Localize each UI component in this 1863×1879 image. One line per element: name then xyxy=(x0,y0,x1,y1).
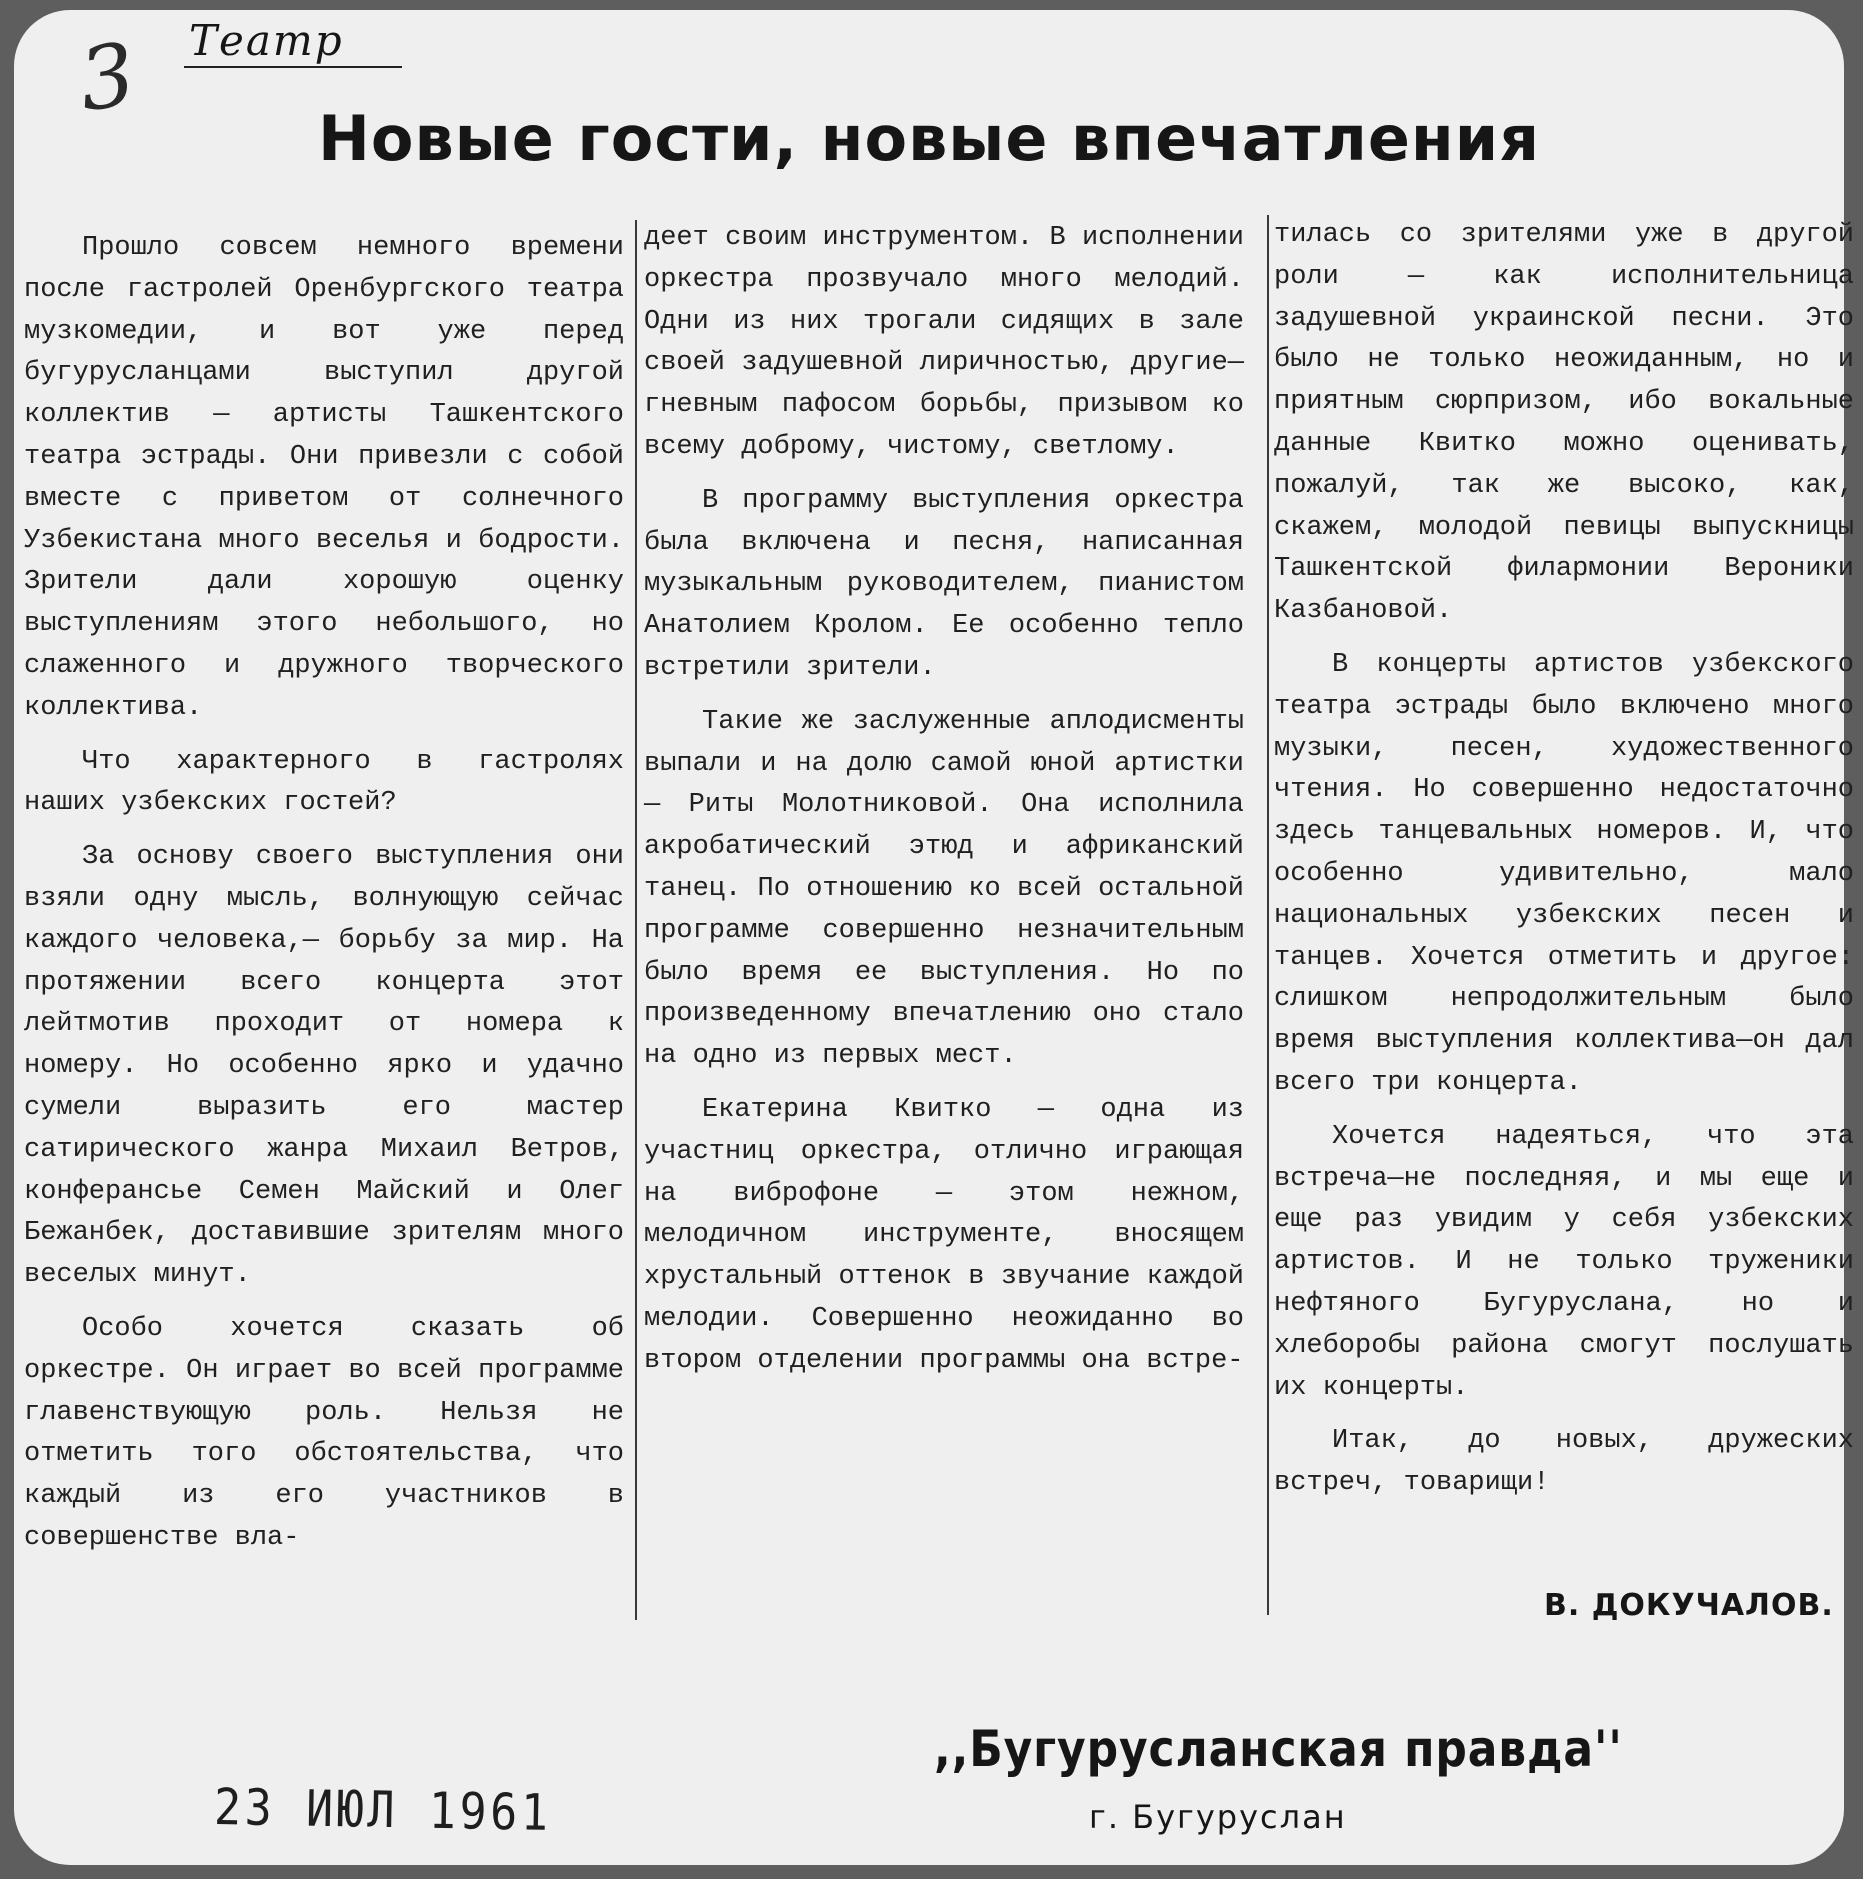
newspaper-name: ,,Бугурусланская правда'' xyxy=(934,1720,1623,1778)
paragraph: За основу своего выступления они взяли одну мысль, волнующую сейчас каждого человека,— борьбу за мир. На протяжении всего концерта этот лейтмотив проходит от номера к номеру. Но особенно ярко и удачно сумели выразить его мастер сатирического жанра Михаил Ветров, конферансье Семен Майский и Олег Бежанбек, доставившие зрителям много веселых минут. xyxy=(24,842,624,1291)
paragraph: Хочется надеяться, что эта встреча—не последняя, и мы еще и еще раз увидим у себя узбекских артистов. И не только труженики нефтяного Бугуруслана, но и хлеборобы района смогут послушать их концерты. xyxy=(1274,1121,1854,1403)
article-column-2 xyxy=(644,218,1244,1618)
section-label: Театр xyxy=(189,16,344,65)
paragraph: деет своим инструментом. В исполнении оркестра прозвучало много мелодий. Одни из них трогали сидящих в зале своей задушевной лиричностью, другие— гневным пафосом борьбы, призывом ко всему доброму, чистому, светлому. xyxy=(644,223,1244,462)
paragraph: В концерты артистов узбекского театра эстрады было включено много музыки, песен, художественного чтения. Но совершенно недостаточно здесь танцевальных номеров. И, что особенно удивительно, мало национальных узбекских песен и танцев. Хочется отметить и другое: слишком непродолжительным было время выступления коллектива—он дал всего три концерта. xyxy=(1274,649,1854,1098)
section-underline xyxy=(184,66,402,68)
paragraph: Прошло совсем немного времени после гастролей Оренбургского театра музкомедии, и вот уже перед бугурусланцами выступил другой коллектив — артисты Ташкентского театра эстрады. Они привезли с собой вместе с приветом от солнечного Узбекистана много веселья и бодрости. Зрители дали хорошую оценку выступлениям этого небольшого, но слаженного и дружного творческого коллектива. xyxy=(24,233,624,723)
paragraph: Такие же заслуженные аплодисменты выпали и на долю самой юной артистки — Риты Молотниковой. Она исполнила акробатический этюд и африканский танец. По отношению ко всей остальной программе совершенно незначительным было время ее выступления. Но по произведенному впечатлению оно стало на одно из первых мест. xyxy=(644,706,1244,1072)
paragraph: Особо хочется сказать об оркестре. Он играет во всей программе главенствующую роль. Нельзя не отметить того обстоятельства, что каждый из его участников в совершенстве вла- xyxy=(24,1313,624,1553)
paragraph: Екатерина Квитко — одна из участниц оркестра, отлично играющая на виброфоне — этом нежном, мелодичном инструменте, вносящем хрустальный оттенок в звучание каждой мелодии. Совершенно неожиданно во втором отделении программы она встре- xyxy=(644,1094,1244,1376)
paragraph: Итак, до новых, дружеских встреч, товарищи! xyxy=(1274,1426,1854,1499)
article-column-3 xyxy=(1274,215,1854,1615)
newspaper-city: г. Бугуруслан xyxy=(1089,1798,1347,1836)
paragraph: тилась со зрителями уже в другой роли — как исполнительница задушевной украинской песни. Это было не только неожиданным, но и приятным сюрпризом, ибо вокальные данные Квитко можно оценивать, пожалуй, так же высоко, как, скажем, молодой певицы выпускницы Ташкентской филармонии Вероники Казбановой. xyxy=(1274,220,1854,627)
headline: Новые гости, новые впечатления xyxy=(317,102,1541,175)
date-stamp: 23 ИЮЛ 1961 xyxy=(213,1778,553,1842)
article-column-1 xyxy=(24,228,624,1628)
handwritten-number: 3 xyxy=(73,24,142,132)
column-divider xyxy=(1267,215,1269,1615)
column-divider xyxy=(635,220,637,1620)
paragraph: В программу выступления оркестра была включена и песня, написанная музыкальным руководителем, пианистом Анатолием Кролом. Ее особенно тепло встретили зрители. xyxy=(644,485,1244,683)
author-byline: В. ДОКУЧАЛОВ. xyxy=(1544,1588,1834,1623)
newspaper-clipping xyxy=(14,10,1854,1865)
paragraph: Что характерного в гастролях наших узбекских гостей? xyxy=(24,746,624,819)
